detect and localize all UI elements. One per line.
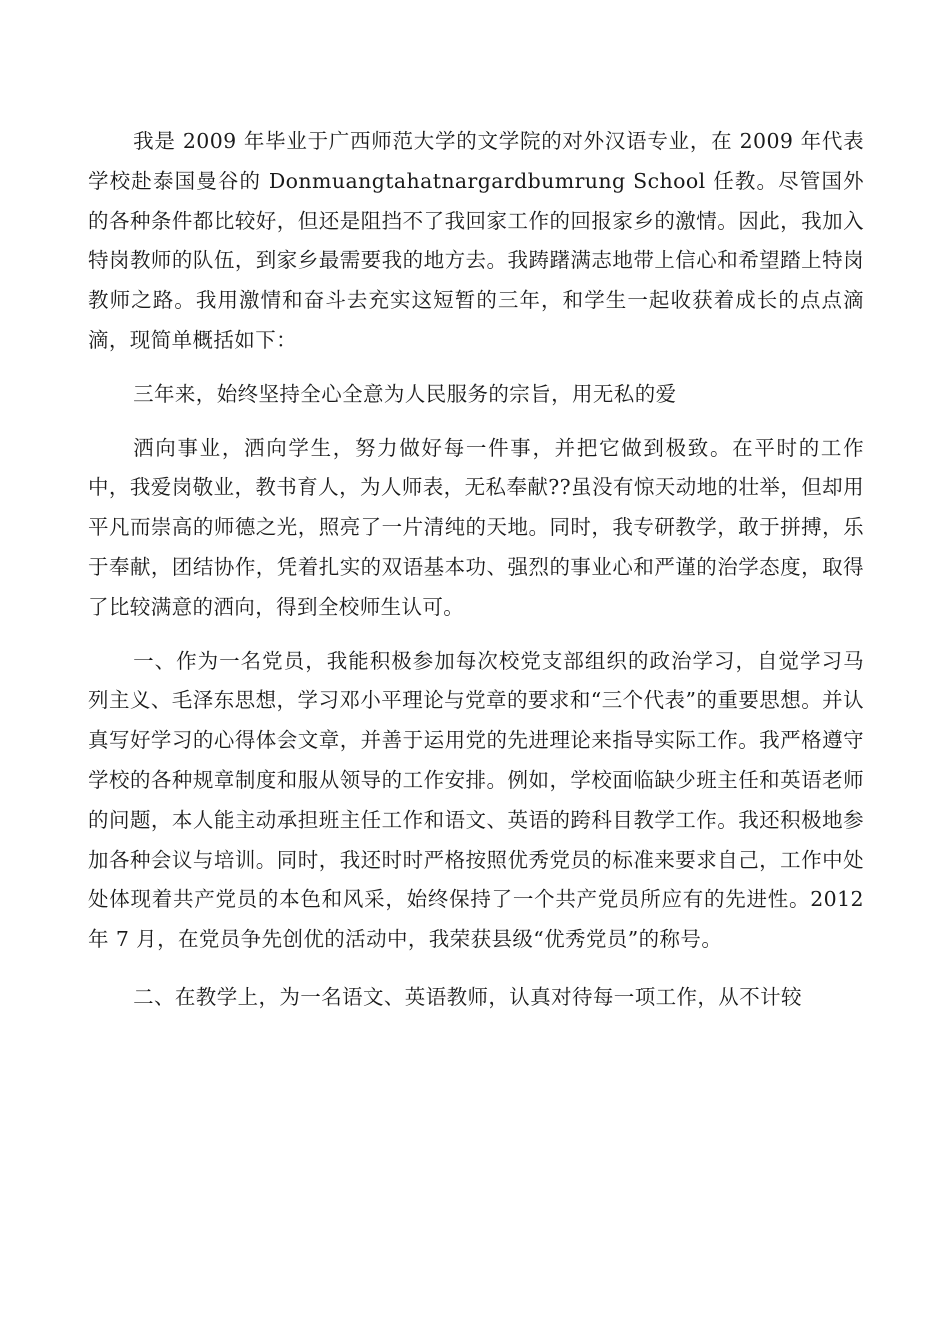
paragraph-party-member: 一、作为一名党员，我能积极参加每次校党支部组织的政治学习，自觉学习马列主义、毛泽东思想，学习邓小平理论与党章的要求和“三个代表”的重要思想。并认真写好学习的心得体会文章，并善于运用党的先进理论来指导实际工作。我严格遵守学校的各种规章制度和服从领导的工作安排。例如，学校面临缺少班主任和英语老师的问题，本人能主动承担班主任工作和语文、英语的跨科目教学工作。我还积极地参加各种会议与培训。同时，我还时时严格按照优秀党员的标准来要求自己，工作中处处体现着共产党员的本色和风采，始终保持了一个共产党员所应有的先进性。2012 年 7 月，在党员争先创优的活动中，我荣获县级“优秀党员”的称号。 [88, 648, 864, 952]
document-body [88, 122, 864, 1018]
paragraph-dedication: 洒向事业，洒向学生，努力做好每一件事，并把它做到极致。在平时的工作中，我爱岗敬业，教书育人，为人师表，无私奉献??虽没有惊天动地的壮举，但却用平凡而崇高的师德之光，照亮了一片清纯的天地。同时，我专研教学，敢于拼搏，乐于奉献，团结协作，凭着扎实的双语基本功、强烈的事业心和严谨的治学态度，取得了比较满意的洒向，得到全校师生认可。 [88, 435, 864, 619]
paragraph-intro: 我是 2009 年毕业于广西师范大学的文学院的对外汉语专业，在 2009 年代表学校赴泰国曼谷的 Donmuangtahatnargardbumrung School 任教。尽管国外的各种条件都比较好，但还是阻挡不了我回家工作的回报家乡的激情。因此，我加入特岗教师的队伍，到家乡最需要我的地方去。我踌躇满志地带上信心和希望踏上特岗教师之路。我用激情和奋斗去充实这短暂的三年，和学生一起收获着成长的点点滴滴，现简单概括如下： [88, 129, 864, 352]
paragraph-three-years: 三年来，始终坚持全心全意为人民服务的宗旨，用无私的爱 [133, 381, 677, 406]
paragraph-teaching: 二、在教学上，为一名语文、英语教师，认真对待每一项工作，从不计较 [133, 984, 802, 1009]
